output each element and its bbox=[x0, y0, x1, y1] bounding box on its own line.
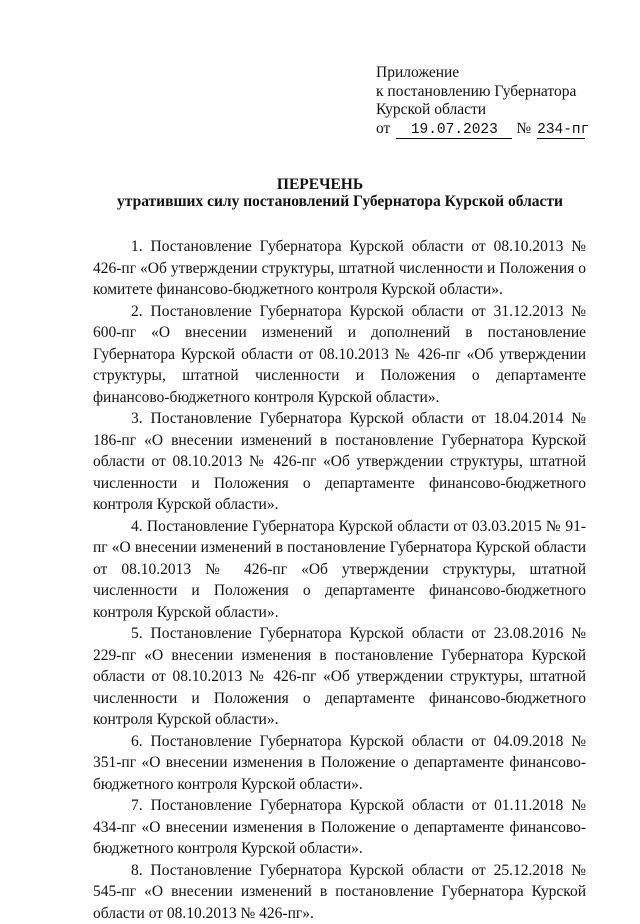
from-label: от bbox=[376, 120, 390, 137]
list-item: 4. Постановление Губернатора Курской области от 03.03.2015 № 91-пг «О внесении изменений в постановление Губернатора Курской области от 08.10.2013 № 426-пг «Об утверждении структуры, штатной численности и Положения о департаменте финансово-бюджетного контроля Курской области». bbox=[93, 516, 586, 624]
appendix-line-3: Курской области bbox=[376, 101, 585, 120]
document-title: ПЕРЕЧЕНЬ bbox=[0, 175, 640, 194]
document-subtitle: утративших силу постановлений Губернатора Курской области bbox=[0, 192, 640, 211]
list-item: 7. Постановление Губернатора Курской области от 01.11.2018 № 434-пг «О внесении изменения в Положение о департаменте финансово-бюджетного контроля Курской области». bbox=[93, 795, 586, 860]
appendix-date: 19.07.2023 bbox=[396, 122, 512, 139]
list-item: 1. Постановление Губернатора Курской области от 08.10.2013 № 426-пг «Об утверждении структуры, штатной численности и Положения о комитете финансово-бюджетного контроля Курской области». bbox=[93, 236, 586, 301]
appendix-number: 234-пг bbox=[537, 122, 585, 139]
list-item: 2. Постановление Губернатора Курской области от 31.12.2013 № 600-пг «О внесении изменений и дополнений в постановление Губернатора Курской области от 08.10.2013 № 426-пг «Об утверждении структуры, штатной численности и Положения о департаменте финансово-бюджетного контроля Курской области». bbox=[93, 301, 586, 409]
appendix-line-1: Приложение bbox=[376, 64, 585, 83]
appendix-line-2: к постановлению Губернатора bbox=[376, 83, 585, 102]
list-item: 6. Постановление Губернатора Курской области от 04.09.2018 № 351-пг «О внесении изменения в Положение о департаменте финансово-бюджетного контроля Курской области». bbox=[93, 731, 586, 796]
list-item: 5. Постановление Губернатора Курской области от 23.08.2016 № 229-пг «О внесении изменения в постановление Губернатора Курской области от 08.10.2013 № 426-пг «Об утверждении структуры, штатной численности и Положения о департаменте финансово-бюджетного контроля Курской области». bbox=[93, 623, 586, 731]
list-item: 3. Постановление Губернатора Курской области от 18.04.2014 № 186-пг «О внесении изменений в постановление Губернатора Курской области от 08.10.2013 № 426-пг «Об утверждении структуры, штатной численности и Положения о департаменте финансово-бюджетного контроля Курской области». bbox=[93, 408, 586, 516]
appendix-date-line bbox=[376, 120, 585, 139]
list-item: 8. Постановление Губернатора Курской области от 25.12.2018 № 545-пг «О внесении изменений в постановление Губернатора Курской области от 08.10.2013 № 426-пг». bbox=[93, 860, 586, 924]
appendix-header bbox=[376, 64, 585, 139]
number-label: № bbox=[516, 120, 531, 137]
resolutions-list bbox=[93, 236, 586, 924]
